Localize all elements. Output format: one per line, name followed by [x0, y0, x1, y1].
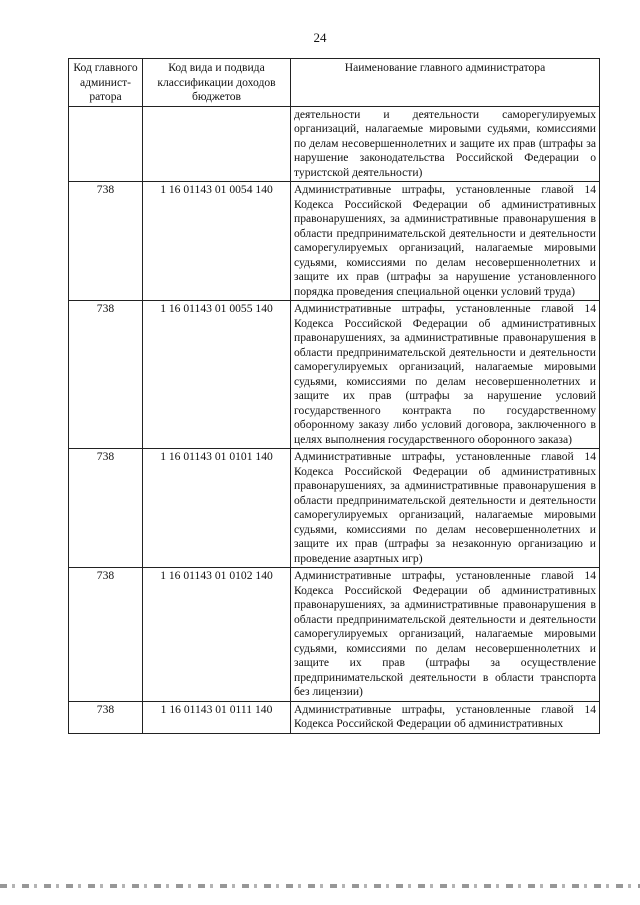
table-row — [69, 568, 600, 702]
header-admin-name: Наименование главного администратора — [291, 59, 600, 107]
kbk-cell: 1 16 01143 01 0054 140 — [143, 182, 291, 301]
table-row — [69, 449, 600, 568]
admin-code-cell: 738 — [69, 182, 143, 301]
table-row — [69, 301, 600, 449]
kbk-cell: 1 16 01143 01 0101 140 — [143, 449, 291, 568]
kbk-cell: 1 16 01143 01 0055 140 — [143, 301, 291, 449]
table-header — [69, 59, 600, 107]
header-row — [69, 59, 600, 107]
admin-name-cell: Административные штрафы, установленные главой 14 Кодекса Российской Федерации об административных правонарушениях, за административные правонарушения в области предпринимательской деятельности и деятельности саморегулируемых организаций, налагаемые мировыми судьями, комиссиями по делам несовершеннолетних и защите их прав (штрафы за незаконную организацию и проведение азартных игр) — [291, 449, 600, 568]
table-row — [69, 701, 600, 733]
admin-name-cell: деятельности и деятельности саморегулируемых организаций, налагаемые мировыми судьями, комиссиями по делам несовершеннолетних и защите их прав (штрафы за нарушение законодательства Российской Федерации о туристской деятельности) — [291, 106, 600, 182]
admin-name-cell: Административные штрафы, установленные главой 14 Кодекса Российской Федерации об административных правонарушениях, за административные правонарушения в области предпринимательской деятельности и деятельности саморегулируемых организаций, налагаемые мировыми судьями, комиссиями по делам несовершеннолетних и защите их прав (штрафы за осуществление предпринимательской деятельности в области транспорта без лицензии) — [291, 568, 600, 702]
revenue-administrators-table — [68, 58, 600, 734]
kbk-cell: 1 16 01143 01 0111 140 — [143, 701, 291, 733]
admin-code-cell: 738 — [69, 568, 143, 702]
header-admin-code: Код главного админист-ратора — [69, 59, 143, 107]
admin-code-cell: 738 — [69, 449, 143, 568]
kbk-cell — [143, 106, 291, 182]
kbk-cell: 1 16 01143 01 0102 140 — [143, 568, 291, 702]
admin-name-cell: Административные штрафы, установленные главой 14 Кодекса Российской Федерации об административных — [291, 701, 600, 733]
admin-name-cell: Административные штрафы, установленные главой 14 Кодекса Российской Федерации об административных правонарушениях, за административные правонарушения в области предпринимательской деятельности и деятельности саморегулируемых организаций, налагаемые мировыми судьями, комиссиями по делам несовершеннолетних и защите их прав (штрафы за нарушение установленного порядка проведения специальной оценки условий труда) — [291, 182, 600, 301]
admin-code-cell: 738 — [69, 701, 143, 733]
admin-name-cell: Административные штрафы, установленные главой 14 Кодекса Российской Федерации об административных правонарушениях, за административные правонарушения в области предпринимательской деятельности и деятельности саморегулируемых организаций, налагаемые мировыми судьями, комиссиями по делам несовершеннолетних и защите их прав (штрафы за нарушение условий государственного контракта по государственному оборонному заказу либо условий договора, заключенного в целях выполнения государственного оборонного заказа) — [291, 301, 600, 449]
table-row — [69, 106, 600, 182]
admin-code-cell: 738 — [69, 301, 143, 449]
page-number: 24 — [313, 30, 327, 45]
admin-code-cell — [69, 106, 143, 182]
header-kbk: Код вида и подвида классификации доходов бюджетов — [143, 59, 291, 107]
table-row — [69, 182, 600, 301]
scan-artifact-line — [0, 884, 640, 888]
